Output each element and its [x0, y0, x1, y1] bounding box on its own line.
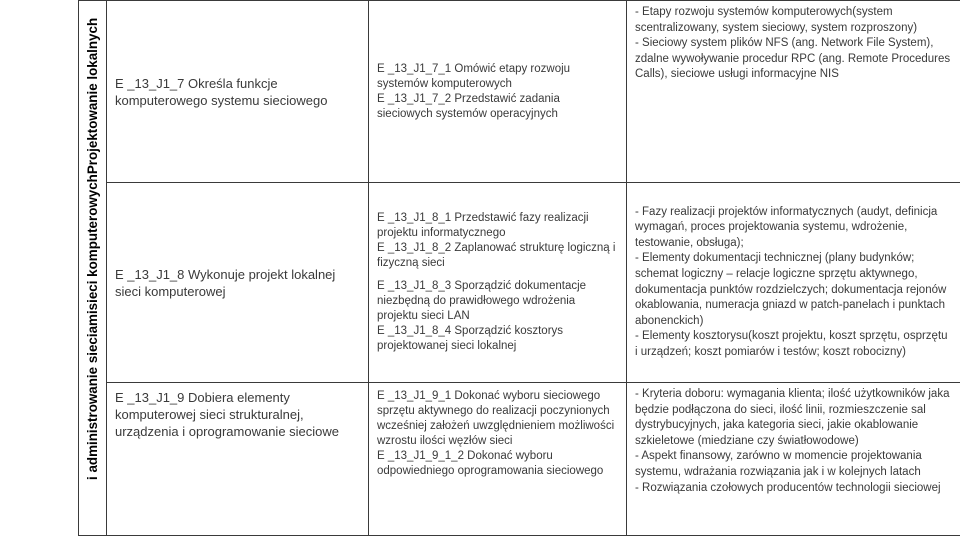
criterion-item: E _13_J1_7_2 Przedstawić zadania sieciowych systemów operacyjnych — [377, 92, 618, 122]
criterion-item: E _13_J1_8_1 Przedstawić fazy realizacji projektu informatycznego — [377, 211, 618, 241]
objectives-cell — [107, 383, 369, 536]
criteria-cell — [369, 1, 627, 183]
table-row — [79, 183, 960, 383]
curriculum-table — [78, 0, 960, 536]
criterion-item: E _13_J1_9_1 Dokonać wyboru sieciowego sprzętu aktywnego do realizacji poczynionych wcześniej założeń uwzględnieniem możliwości wzrostu ilości węzłów sieci — [377, 389, 618, 449]
objective-text: E _13_J1_8 Wykonuje projekt lokalnej sieci komputerowej — [115, 267, 335, 299]
table-row — [79, 383, 960, 536]
content-item: - Kryteria doboru: wymagania klienta; ilość użytkowników jaka będzie podłączona do sieci, ilość linii, rozmieszczenie sal dystrybucyjnych, jaka kategoria sieci, jakie okablowanie szkieletowe (miedziane czy światłowodowe) — [635, 387, 952, 449]
criteria-cell — [369, 183, 627, 383]
content-item: - Rozwiązania czołowych producentów technologii sieciowej — [635, 481, 952, 497]
objective-text: E _13_J1_7 Określa funkcje komputerowego systemu sieciowego — [115, 76, 327, 108]
content-item: - Etapy rozwoju systemów komputerowych(system scentralizowany, system sieciowy, system rozproszony) — [635, 5, 952, 36]
spacer — [377, 271, 618, 279]
content-item: - Elementy kosztorysu(koszt projektu, koszt sprzętu, osprzętu i urządzeń; koszt pomiarów i testów; koszt robocizny) — [635, 329, 952, 360]
criterion-item: E _13_J1_8_3 Sporządzić dokumentacje niezbędną do prawidłowego wdrożenia projektu sieci LAN — [377, 279, 618, 324]
table-row — [79, 1, 960, 183]
heading-cell — [79, 1, 107, 536]
content-item: - Sieciowy system plików NFS (ang. Network File System), zdalne wywoływanie procedur RPC (ang. Remote Procedures Calls), sieciowe usługi informacyjne NIS — [635, 36, 952, 83]
content-cell — [627, 1, 960, 183]
criterion-item: E _13_J1_7_1 Omówić etapy rozwoju systemów komputerowych — [377, 62, 618, 92]
objectives-cell — [107, 1, 369, 183]
criteria-cell — [369, 383, 627, 536]
content-item: - Aspekt finansowy, zarówno w momencie projektowania systemu, wdrażania rozwiązania jak i w kolejnych latach — [635, 449, 952, 480]
criterion-item: E _13_J1_9_1_2 Dokonać wyboru odpowiedniego oprogramowania sieciowego — [377, 449, 618, 479]
content-item: - Elementy dokumentacji technicznej (plany budynków; schemat logiczny – relacje logiczne sprzętu aktywnego, dokumentacja punktów rozdzielczych; dokumentacja rejonów okablowania, numeracja gniazd w patch-panelach i punktach abonenckich) — [635, 251, 952, 329]
content-cell — [627, 383, 960, 536]
objective-text: E _13_J1_9 Dobiera elementy komputerowej sieci strukturalnej, urządzenia i oprogramowanie sieciowe — [115, 390, 339, 439]
objectives-cell — [107, 183, 369, 383]
vertical-heading-text: i administrowanie sieciamisieci komputerowychProjektowanie lokalnych — [81, 4, 105, 480]
criterion-item: E _13_J1_8_4 Sporządzić kosztorys projektowanej sieci lokalnej — [377, 324, 618, 354]
content-cell — [627, 183, 960, 383]
criterion-item: E _13_J1_8_2 Zaplanować strukturę logiczną i fizyczną sieci — [377, 241, 618, 271]
content-item: - Fazy realizacji projektów informatycznych (audyt, definicja wymagań, proces projektowania systemu, wdrożenie, testowanie, obsługa); — [635, 205, 952, 252]
